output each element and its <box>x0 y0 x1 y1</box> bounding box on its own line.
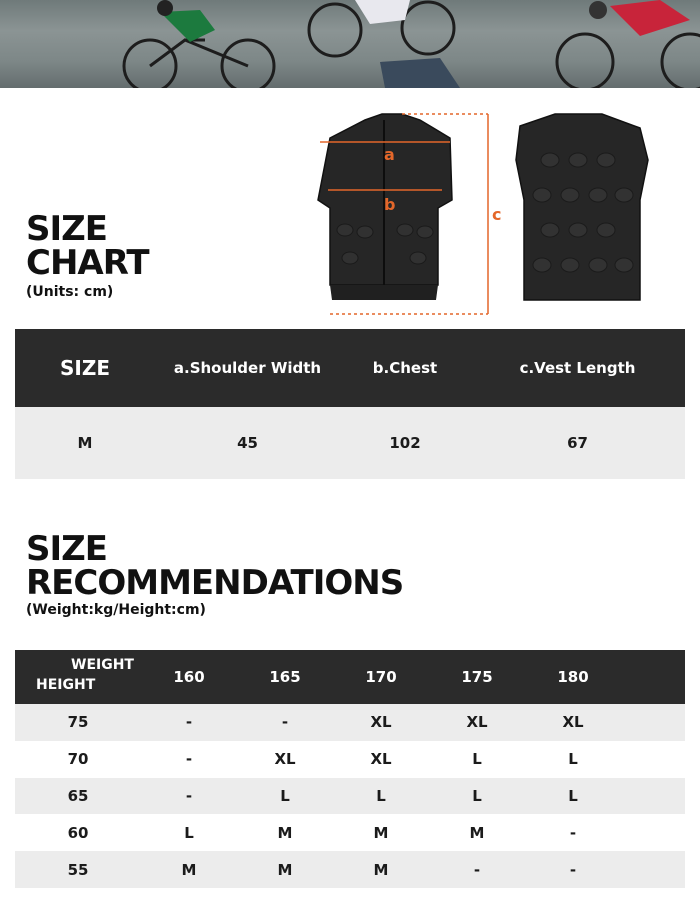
cell-size: M <box>77 434 93 452</box>
table-cell: XL <box>370 713 392 732</box>
vest-back <box>516 114 648 300</box>
table-row <box>15 741 685 778</box>
table-cell: M <box>181 860 197 879</box>
row-label: 65 <box>67 786 89 805</box>
size-chart-heading <box>26 209 149 300</box>
table-row <box>15 814 685 851</box>
table-cell: M <box>469 823 485 842</box>
label-a: a <box>384 145 395 164</box>
recommendations-header-row <box>15 650 685 704</box>
cell-vest-length: 67 <box>567 434 588 452</box>
table-cell: L <box>472 786 482 805</box>
recommendations-title-line1: SIZE <box>26 529 108 569</box>
column-header: 180 <box>557 668 589 686</box>
label-b: b <box>384 195 396 214</box>
row-label: 55 <box>67 860 89 879</box>
recommendations-heading <box>26 529 404 618</box>
row-label: 60 <box>67 823 89 842</box>
recommendations-table <box>15 650 685 888</box>
table-row <box>15 851 685 888</box>
table-cell: L <box>376 786 386 805</box>
table-cell: - <box>185 713 193 732</box>
row-label: 70 <box>67 750 89 769</box>
corner-weight-label: WEIGHT <box>71 657 134 673</box>
size-chart-title-line2: CHART <box>26 243 149 283</box>
table-row <box>15 407 685 479</box>
header-size: SIZE <box>59 356 110 380</box>
table-cell: XL <box>274 750 296 769</box>
table-cell: - <box>473 860 481 879</box>
recommendations-title-line2: RECOMMENDATIONS <box>26 563 404 603</box>
cell-chest: 102 <box>389 434 421 452</box>
header-vest-length: c.Vest Length <box>519 359 636 377</box>
table-row <box>15 704 685 741</box>
vest-diagram <box>310 100 670 322</box>
table-cell: - <box>569 823 577 842</box>
table-cell: L <box>472 750 482 769</box>
table-cell: L <box>568 786 578 805</box>
corner-cell <box>15 650 141 704</box>
table-cell: L <box>184 823 194 842</box>
size-chart-units: (Units: cm) <box>26 284 114 300</box>
column-header: 160 <box>173 668 205 686</box>
table-cell: M <box>373 860 389 879</box>
table-cell: M <box>277 860 293 879</box>
table-cell: L <box>280 786 290 805</box>
size-chart-header-row <box>15 329 685 407</box>
column-header: 165 <box>269 668 301 686</box>
table-cell: L <box>568 750 578 769</box>
table-cell: - <box>185 786 193 805</box>
table-cell: XL <box>562 713 584 732</box>
header-shoulder-width: a.Shoulder Width <box>173 359 322 377</box>
banner-photo <box>0 0 700 88</box>
corner-height-label: HEIGHT <box>36 677 96 693</box>
table-cell: M <box>277 823 293 842</box>
table-row <box>15 778 685 815</box>
table-cell: M <box>373 823 389 842</box>
table-cell: XL <box>466 713 488 732</box>
table-cell: - <box>281 713 289 732</box>
cell-shoulder-width: 45 <box>237 434 258 452</box>
header-chest: b.Chest <box>372 359 438 377</box>
row-label: 75 <box>67 713 89 732</box>
column-header: 175 <box>461 668 493 686</box>
size-chart-table <box>15 329 685 479</box>
column-header: 170 <box>365 668 397 686</box>
table-cell: XL <box>370 750 392 769</box>
table-cell: - <box>569 860 577 879</box>
label-c: c <box>492 205 502 224</box>
recommendations-units: (Weight:kg/Height:cm) <box>26 602 206 618</box>
size-chart-title-line1: SIZE <box>26 209 108 249</box>
table-cell: - <box>185 750 193 769</box>
